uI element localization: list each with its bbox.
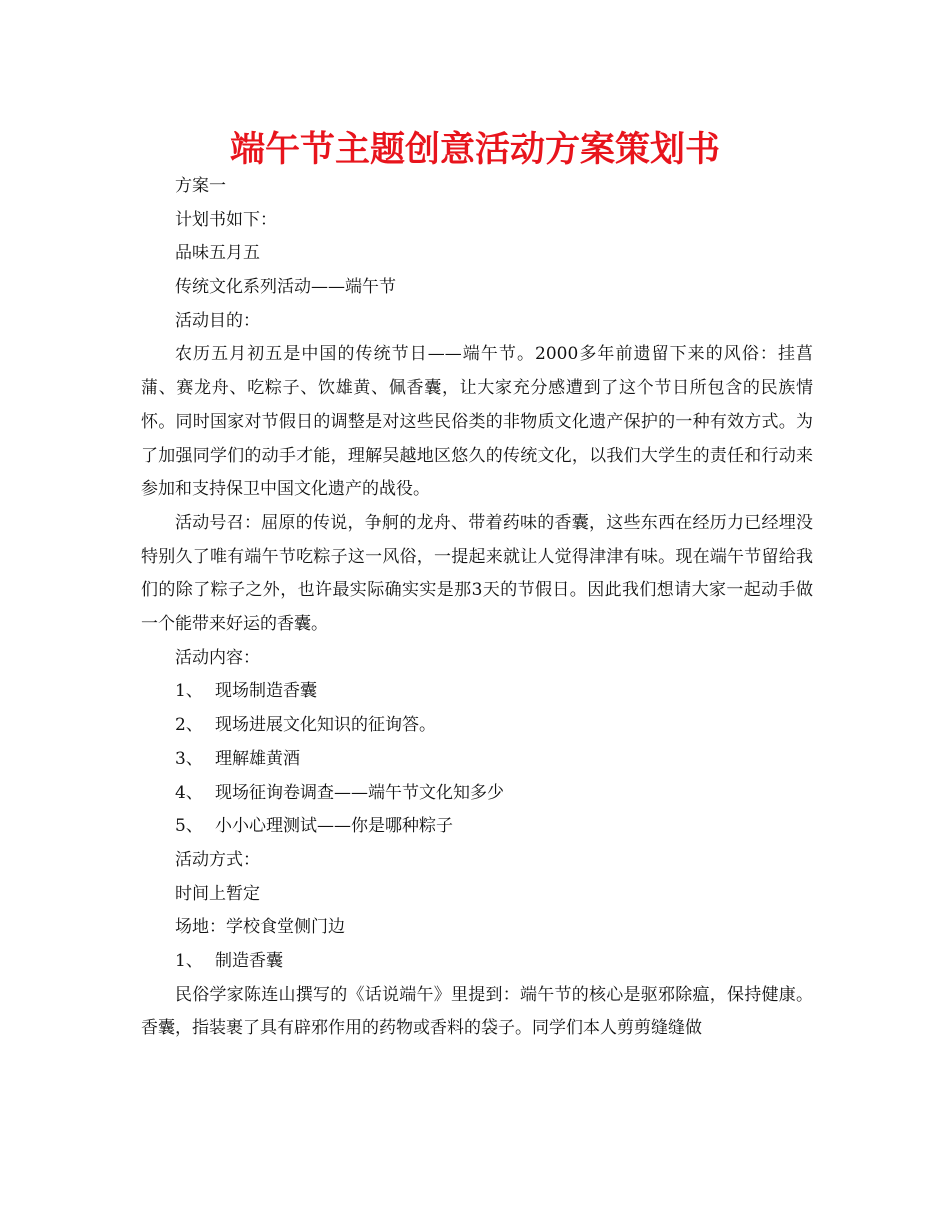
list-item-number: 3、 (175, 748, 203, 769)
time-line: 时间上暂定 (175, 883, 260, 904)
list-item-number: 2、 (175, 715, 203, 736)
list-item (141, 777, 813, 811)
list-item (141, 810, 813, 844)
list-item (141, 709, 813, 743)
list-item-number: 4、 (175, 782, 203, 803)
list-item (141, 743, 813, 777)
document-body (141, 170, 813, 1046)
list-item-text: 小小心理测试——你是哪种粽子 (215, 816, 453, 837)
list-item-text: 理解雄黄酒 (215, 748, 300, 769)
list-item-text: 现场制造香囊 (215, 681, 317, 702)
list-item-text: 现场征询卷调查——端午节文化知多少 (215, 782, 504, 803)
list-item-number: 1、 (175, 950, 203, 971)
list-item-number: 5、 (175, 816, 203, 837)
list-item-text: 现场进展文化知识的征询答。 (215, 715, 436, 736)
theme-line: 品味五月五 (175, 243, 260, 264)
series-line: 传统文化系列活动——端午节 (175, 277, 396, 298)
purpose-heading: 活动目的： (175, 310, 260, 331)
plan-intro-line: 计划书如下： (175, 209, 277, 230)
heading-plan-one: 方案一 (175, 176, 226, 196)
list-item-number: 1、 (175, 681, 203, 702)
purpose-paragraph: 农历五月初五是中国的传统节日——端午节。2000多年前遗留下来的风俗：挂菖蒲、赛龙舟、吃粽子、饮雄黄、佩香囊，让大家充分感遭到了这个节日所包含的民族情怀。同时国家对节假日的调整是对这些民俗类的非物质文化遗产保护的一种有效方式。为了加强同学们的动手才能，理解吴越地区悠久的传统文化，以我们大学生的责任和行动来参加和支持保卫中国文化遗产的战役。 (141, 344, 813, 500)
list-item (141, 675, 813, 709)
list-item-text: 制造香囊 (215, 950, 283, 971)
call-paragraph: 活动号召：屈原的传说，争舸的龙舟、带着药味的香囊，这些东西在经历力已经埋没特别久了唯有端午节吃粽子这一风俗，一提起来就让人觉得津津有味。现在端午节留给我们的除了粽子之外，也许最实际确实实是那3天的节假日。因此我们想请大家一起动手做一个能带来好运的香囊。 (141, 512, 813, 635)
method-heading: 活动方式： (175, 849, 260, 870)
folk-paragraph: 民俗学家陈连山撰写的《话说端午》里提到：端午节的核心是驱邪除瘟，保持健康。香囊，指装裹了具有辟邪作用的药物或香料的袋子。同学们本人剪剪缝缝做 (141, 984, 813, 1039)
document-title: 端午节主题创意活动方案策划书 (229, 130, 720, 170)
place-line: 场地：学校食堂侧门边 (175, 917, 345, 938)
sub-list-item (141, 945, 813, 979)
content-heading: 活动内容： (175, 647, 260, 668)
